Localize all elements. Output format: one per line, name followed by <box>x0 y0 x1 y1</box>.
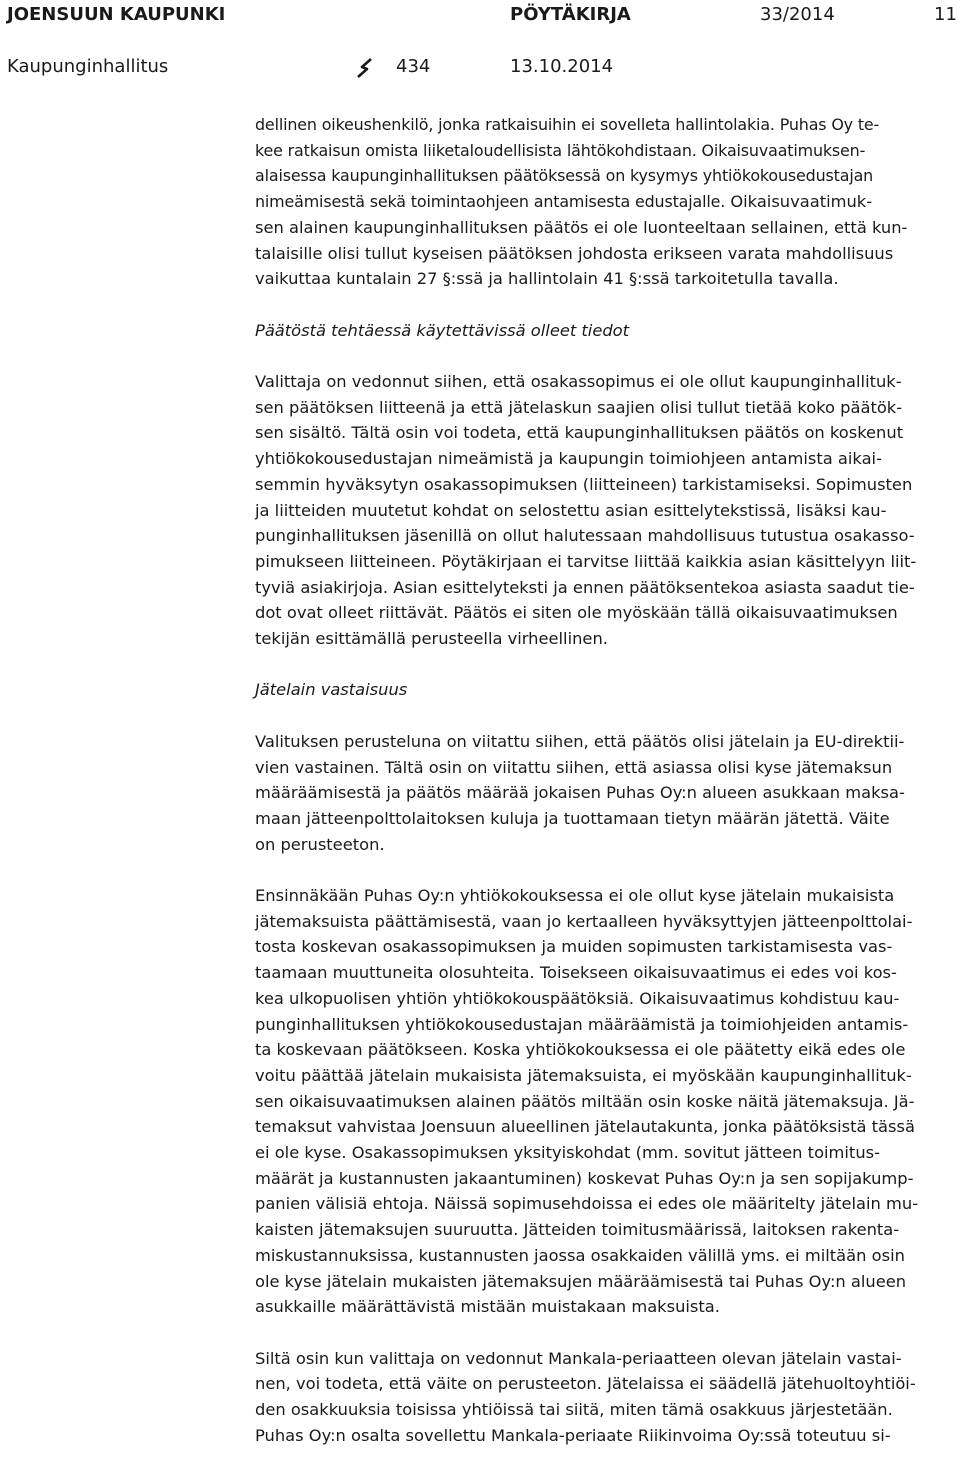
text-line: taamaan muuttuneita olosuhteita. Toisekseen oikaisuvaatimus ei edes voi kos- <box>255 963 897 983</box>
text-line: den osakkuuksia toisissa yhtiöissä tai siitä, miten tämä osakkuus järjestetään. <box>255 1400 893 1420</box>
text-line: temaksut vahvistaa Joensuun alueellinen jätelautakunta, jonka päätöksistä tässä <box>255 1117 915 1137</box>
text-line: alaisessa kaupunginhallituksen päätöksessä on kysymys yhtiökokousedustajan <box>255 166 874 186</box>
text-line: Puhas Oy:n osalta sovellettu Mankala-periaate Riikinvoima Oy:ssä toteutuu si- <box>255 1425 891 1445</box>
board-name: Kaupunginhallitus <box>7 56 169 77</box>
text-line: yhtiökokousedustajan nimeämistä ja kaupungin toimiohjeen antamista aikai- <box>255 449 882 469</box>
text-line: Valittaja on vedonnut siihen, että osakassopimus ei ole ollut kaupunginhallituk- <box>255 372 902 391</box>
text-line: voitu päättää jätelain mukaisista jätemaksuista, ei myöskään kaupunginhallituk- <box>255 1065 912 1085</box>
text-line: pimukseen liitteineen. Pöytäkirjaan ei tarvitse liittää kaikkia asian käsittelyyn liit- <box>255 551 917 571</box>
text-line: maan jätteenpolttolaitoksen kuluja ja tuottamaan tietyn määrän jätettä. Väite <box>255 808 890 828</box>
text-line: sen päätöksen liitteenä ja että jätelaskun saajien olisi tullut tietää koko päätök- <box>255 397 903 417</box>
organization-name: JOENSUUN KAUPUNKI <box>7 4 226 25</box>
text-line: ta koskevaan päätökseen. Koska yhtiökokouksessa ei ole päätetty eikä edes ole <box>255 1040 906 1060</box>
page-number: 11 <box>934 4 957 25</box>
document-type: PÖYTÄKIRJA <box>510 4 631 25</box>
text-fragment: Oikaisuvaatimuk- <box>730 192 873 212</box>
text-line: semmin hyväksytyn osakassopimuksen (liitteineen) tarkistamiseksi. Sopimusten <box>255 474 913 494</box>
text-line: ole kyse jätelain mukaisten jätemaksujen määräämisestä tai Puhas Oy:n alueen <box>255 1271 907 1291</box>
text-line: kea ulkopuolisen yhtiön yhtiökokouspäätöksiä. Oikaisuvaatimus kohdistuu kau- <box>255 988 900 1008</box>
meeting-number: 33/2014 <box>760 4 835 25</box>
text-line: määräämisestä ja päätös määrää jokaisen Puhas Oy:n alueen asukkaan maksa- <box>255 783 905 803</box>
section-sign-icon <box>354 57 376 79</box>
text-line: punginhallituksen yhtiökokousedustajan määräämistä ja toimiohjeiden antamis- <box>255 1014 909 1034</box>
text-line: tosta koskevan osakassopimuksen ja muiden sopimusten tarkistamisesta vas- <box>255 937 893 957</box>
text-line: sen alainen kaupunginhallituksen päätös ei ole luonteeltaan sellainen, että kun- <box>255 217 908 237</box>
text-line: punginhallituksen jäsenillä on ollut halutessaan mahdollisuus tutustua osakasso- <box>255 526 915 546</box>
text-line <box>255 189 955 215</box>
text-line: miskustannuksissa, kustannusten jaossa osakkaiden välillä yms. ei miltään osin <box>255 1245 905 1265</box>
paragraph-intro <box>255 112 955 292</box>
text-line: Valituksen perusteluna on viitattu siihen, että päätös olisi jätelain ja EU-direktii- <box>255 731 905 751</box>
text-line: talaisille olisi tullut kyseisen päätöksen johdosta erikseen varata mahdollisuus <box>255 243 894 263</box>
text-line: ja liitteiden muutetut kohdat on selostettu asian esittelytekstissä, lisäksi kau- <box>255 500 887 520</box>
text-line: sen sisältö. Tältä osin voi todeta, että kaupunginhallituksen päätös on koskenut <box>255 423 904 443</box>
text-line: Ensinnäkään Puhas Oy:n yhtiökokouksessa ei ole ollut kyse jätelain mukaisista <box>255 886 895 906</box>
text-fragment: nimeämisestä sekä toimintaohjeen antamisesta edustajalle. <box>255 192 726 212</box>
paragraph-number: 434 <box>396 56 431 77</box>
text-line: määrät ja kustannusten jakaantuminen) koskevat Puhas Oy:n ja sen sopijakump- <box>255 1168 914 1188</box>
text-line: tekijän esittämällä perusteella virheellinen. <box>255 629 608 649</box>
text-line: vien vastainen. Tältä osin on viitattu siihen, että asiassa olisi kyse jätemaksun <box>255 757 893 777</box>
text-line: Siltä osin kun valittaja on vedonnut Mankala-periaatteen olevan jätelain vastai- <box>255 1348 902 1368</box>
text-line: asukkaille määrättävistä mistään muistakaan maksuista. <box>255 1297 720 1317</box>
paragraph-firstly <box>255 883 955 1320</box>
section-heading: Jätelain vastaisuus <box>255 680 408 700</box>
text-line: on perusteeton. <box>255 834 385 854</box>
paragraph-mankala <box>255 1346 955 1449</box>
text-line: dellinen oikeushenkilö, jonka ratkaisuihin ei sovelleta hallintolakia. Puhas Oy te- <box>255 115 880 134</box>
text-line: kaisten jätemaksujen suuruutta. Jätteiden toimitusmäärissä, laitoksen rakenta- <box>255 1220 900 1240</box>
text-line: jätemaksuista päättämisestä, vaan jo kertaalleen hyväksyttyjen jätteenpolttolai- <box>255 911 913 931</box>
paragraph-information <box>255 369 955 652</box>
text-line: panien välisiä ehtoja. Näissä sopimusehdoissa ei edes ole määritelty jätelain mu- <box>255 1194 919 1214</box>
text-line: kee ratkaisun omista liiketaloudellisista lähtökohdistaan. Oikaisuvaatimuksen- <box>255 140 866 160</box>
document-body <box>255 112 955 1448</box>
text-line: ei ole kyse. Osakassopimuksen yksityiskohdat (mm. sovitut jätteen toimitus- <box>255 1143 880 1163</box>
text-line: nen, voi todeta, että väite on perusteeton. Jätelaissa ei säädellä jätehuoltoyhtiöi- <box>255 1374 916 1394</box>
meeting-date: 13.10.2014 <box>510 56 614 77</box>
text-line: tyviä asiakirjoja. Asian esittelyteksti ja ennen päätöksentekoa asiasta saadut tie- <box>255 577 915 597</box>
section-heading: Päätöstä tehtäessä käytettävissä olleet tiedot <box>255 320 630 340</box>
text-line: dot ovat olleet riittävät. Päätös ei siten ole myöskään tällä oikaisuvaatimuksen <box>255 603 898 623</box>
text-line: vaikuttaa kuntalain 27 §:ssä ja hallintolain 41 §:ssä tarkoitetulla tavalla. <box>255 269 839 289</box>
text-line: sen oikaisuvaatimuksen alainen päätös miltään osin koske näitä jätemaksuja. Jä- <box>255 1091 915 1111</box>
paragraph-waste-act <box>255 729 955 858</box>
